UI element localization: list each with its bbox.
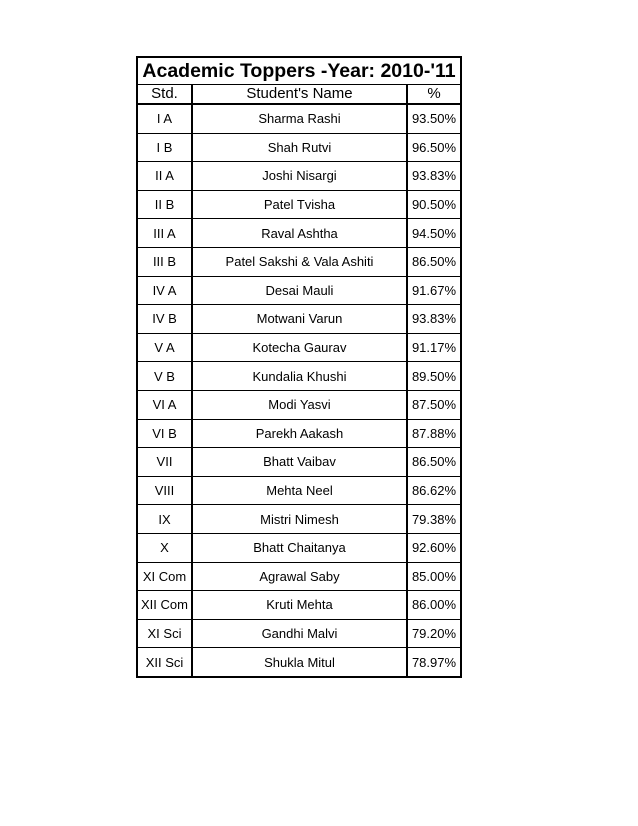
percent-cell: 85.00% <box>407 562 461 591</box>
std-cell: XI Com <box>137 562 192 591</box>
percent-cell: 93.83% <box>407 305 461 334</box>
student-name-cell: Joshi Nisargi <box>192 162 407 191</box>
table-row <box>137 648 461 677</box>
toppers-table <box>136 56 462 678</box>
student-name-cell: Patel Tvisha <box>192 190 407 219</box>
percent-cell: 93.50% <box>407 104 461 133</box>
percent-cell: 86.62% <box>407 476 461 505</box>
table-row <box>137 505 461 534</box>
table-row <box>137 219 461 248</box>
table-row <box>137 104 461 133</box>
table-row <box>137 305 461 334</box>
std-cell: VII <box>137 448 192 477</box>
table-row <box>137 591 461 620</box>
percent-cell: 90.50% <box>407 190 461 219</box>
percent-cell: 86.50% <box>407 247 461 276</box>
student-name-cell: Shah Rutvi <box>192 133 407 162</box>
table-row <box>137 390 461 419</box>
std-cell: IV B <box>137 305 192 334</box>
std-cell: V A <box>137 333 192 362</box>
header-student-name: Student's Name <box>192 85 407 105</box>
table-row <box>137 533 461 562</box>
student-name-cell: Bhatt Vaibav <box>192 448 407 477</box>
percent-cell: 94.50% <box>407 219 461 248</box>
std-cell: VI A <box>137 390 192 419</box>
std-cell: III B <box>137 247 192 276</box>
std-cell: IX <box>137 505 192 534</box>
percent-cell: 92.60% <box>407 533 461 562</box>
student-name-cell: Raval Ashtha <box>192 219 407 248</box>
std-cell: XII Sci <box>137 648 192 677</box>
percent-cell: 86.00% <box>407 591 461 620</box>
table-body <box>137 104 461 677</box>
header-row <box>137 85 461 105</box>
student-name-cell: Modi Yasvi <box>192 390 407 419</box>
table-row <box>137 448 461 477</box>
student-name-cell: Kundalia Khushi <box>192 362 407 391</box>
percent-cell: 96.50% <box>407 133 461 162</box>
percent-cell: 86.50% <box>407 448 461 477</box>
student-name-cell: Motwani Varun <box>192 305 407 334</box>
student-name-cell: Parekh Aakash <box>192 419 407 448</box>
table-row <box>137 276 461 305</box>
std-cell: II A <box>137 162 192 191</box>
table-row <box>137 419 461 448</box>
student-name-cell: Kotecha Gaurav <box>192 333 407 362</box>
table-row <box>137 190 461 219</box>
percent-cell: 91.17% <box>407 333 461 362</box>
student-name-cell: Bhatt Chaitanya <box>192 533 407 562</box>
std-cell: IV A <box>137 276 192 305</box>
header-percent: % <box>407 85 461 105</box>
toppers-sheet <box>136 56 460 678</box>
header-std: Std. <box>137 85 192 105</box>
std-cell: VIII <box>137 476 192 505</box>
table-row <box>137 562 461 591</box>
student-name-cell: Gandhi Malvi <box>192 619 407 648</box>
student-name-cell: Kruti Mehta <box>192 591 407 620</box>
table-row <box>137 333 461 362</box>
student-name-cell: Desai Mauli <box>192 276 407 305</box>
table-row <box>137 133 461 162</box>
percent-cell: 79.20% <box>407 619 461 648</box>
percent-cell: 93.83% <box>407 162 461 191</box>
std-cell: VI B <box>137 419 192 448</box>
std-cell: XII Com <box>137 591 192 620</box>
percent-cell: 78.97% <box>407 648 461 677</box>
student-name-cell: Sharma Rashi <box>192 104 407 133</box>
student-name-cell: Patel Sakshi & Vala Ashiti <box>192 247 407 276</box>
std-cell: X <box>137 533 192 562</box>
percent-cell: 87.50% <box>407 390 461 419</box>
std-cell: III A <box>137 219 192 248</box>
std-cell: I B <box>137 133 192 162</box>
percent-cell: 89.50% <box>407 362 461 391</box>
std-cell: V B <box>137 362 192 391</box>
table-row <box>137 476 461 505</box>
percent-cell: 79.38% <box>407 505 461 534</box>
table-title: Academic Toppers -Year: 2010-'11 <box>137 57 461 85</box>
student-name-cell: Agrawal Saby <box>192 562 407 591</box>
std-cell: XI Sci <box>137 619 192 648</box>
student-name-cell: Mistri Nimesh <box>192 505 407 534</box>
student-name-cell: Mehta Neel <box>192 476 407 505</box>
percent-cell: 87.88% <box>407 419 461 448</box>
table-row <box>137 619 461 648</box>
table-row <box>137 247 461 276</box>
percent-cell: 91.67% <box>407 276 461 305</box>
std-cell: I A <box>137 104 192 133</box>
student-name-cell: Shukla Mitul <box>192 648 407 677</box>
table-row <box>137 362 461 391</box>
std-cell: II B <box>137 190 192 219</box>
table-row <box>137 162 461 191</box>
